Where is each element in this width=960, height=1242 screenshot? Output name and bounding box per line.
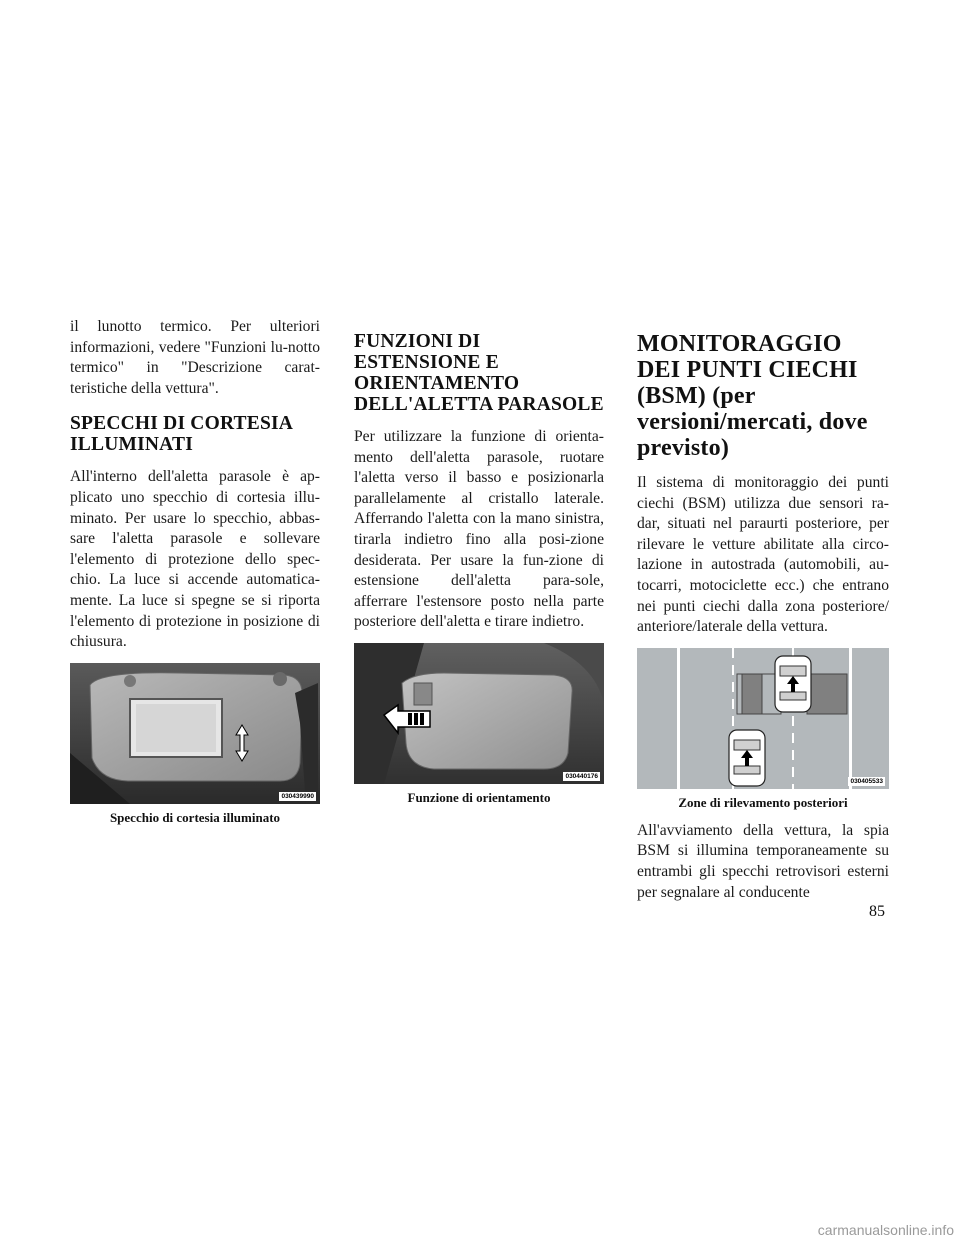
column-left <box>70 317 320 826</box>
figure-caption: Zone di rilevamento posteriori <box>678 794 848 810</box>
figure-vanity-mirror <box>70 663 320 804</box>
figure-visor-orientation <box>354 643 604 784</box>
page-number: 85 <box>869 903 885 920</box>
sun-visor-mirror-illustration <box>70 663 320 804</box>
intro-paragraph: il lunotto termico. Per ulteriori informazioni, vedere "Funzioni lu-notto termico" in "Descrizione carat-teristiche della vettura". <box>70 318 320 397</box>
column-right <box>637 317 889 903</box>
figure-code: 030439990 <box>281 792 314 800</box>
figure-detection-zones <box>637 648 889 789</box>
section-heading-bsm: MONITORAGGIO DEI PUNTI CIECHI (BSM) (per versioni/mercati, dove previsto) <box>637 331 868 461</box>
rear-detection-zones-diagram <box>637 648 889 789</box>
vanity-mirror-paragraph: All'interno dell'aletta parasole è ap-plicato uno specchio di cortesia illu-minato. Per usare lo specchio, abbas-sare l'aletta parasole e sollevare l'elemento di protezione dello spec-chio. La luce si accende automatica-mente. La luce si spegne se si riporta l'elemento di protezione in posizione di chiusura. <box>70 468 320 651</box>
bsm-paragraph: Il sistema di monitoraggio dei punti ciechi (BSM) utilizza due sensori ra-dar, situati nel paraurti posteriore, per rilevare le vetture abilitate alla circo-lazione in autostrada (automobili, au-tocarri, motociclette ecc.) che entrano nei punti ciechi dalla zona posteriore/ anteriore/laterale della vettura. <box>637 474 889 636</box>
figure-caption: Funzione di orientamento <box>407 789 551 805</box>
section-heading-vanity-mirror: SPECCHI DI CORTESIA ILLUMINATI <box>70 413 293 456</box>
figure-caption: Specchio di cortesia illuminato <box>109 809 281 825</box>
watermark-link[interactable]: carmanualsonline.info <box>817 1222 954 1238</box>
visor-functions-paragraph: Per utilizzare la funzione di orienta-mento dell'aletta parasole, ruotare l'aletta verso il basso e posizionarla parallelamente al cristallo laterale. Afferrando l'aletta con la mano sinistra, tirarla indietro fino alla posi-zione desiderata. Per usare la fun-zione di estensione dell'aletta para-sole, afferrare l'estensore posto nella parte posteriore dell'aletta e tirare indietro. <box>354 428 604 631</box>
sun-visor-orientation-illustration <box>354 643 604 784</box>
section-heading-visor-functions: FUNZIONI DI ESTENSIONE E ORIENTAMENTO DELL'ALETTA PARASOLE <box>354 331 604 415</box>
figure-code: 030440176 <box>565 772 598 780</box>
column-middle <box>354 317 604 806</box>
figure-code: 030405533 <box>850 777 883 785</box>
bsm-paragraph-continued: All'avviamento della vettura, la spia BSM si illumina temporaneamente su entrambi gli specchi retrovisori esterni per segnalare al conducente <box>637 821 889 901</box>
